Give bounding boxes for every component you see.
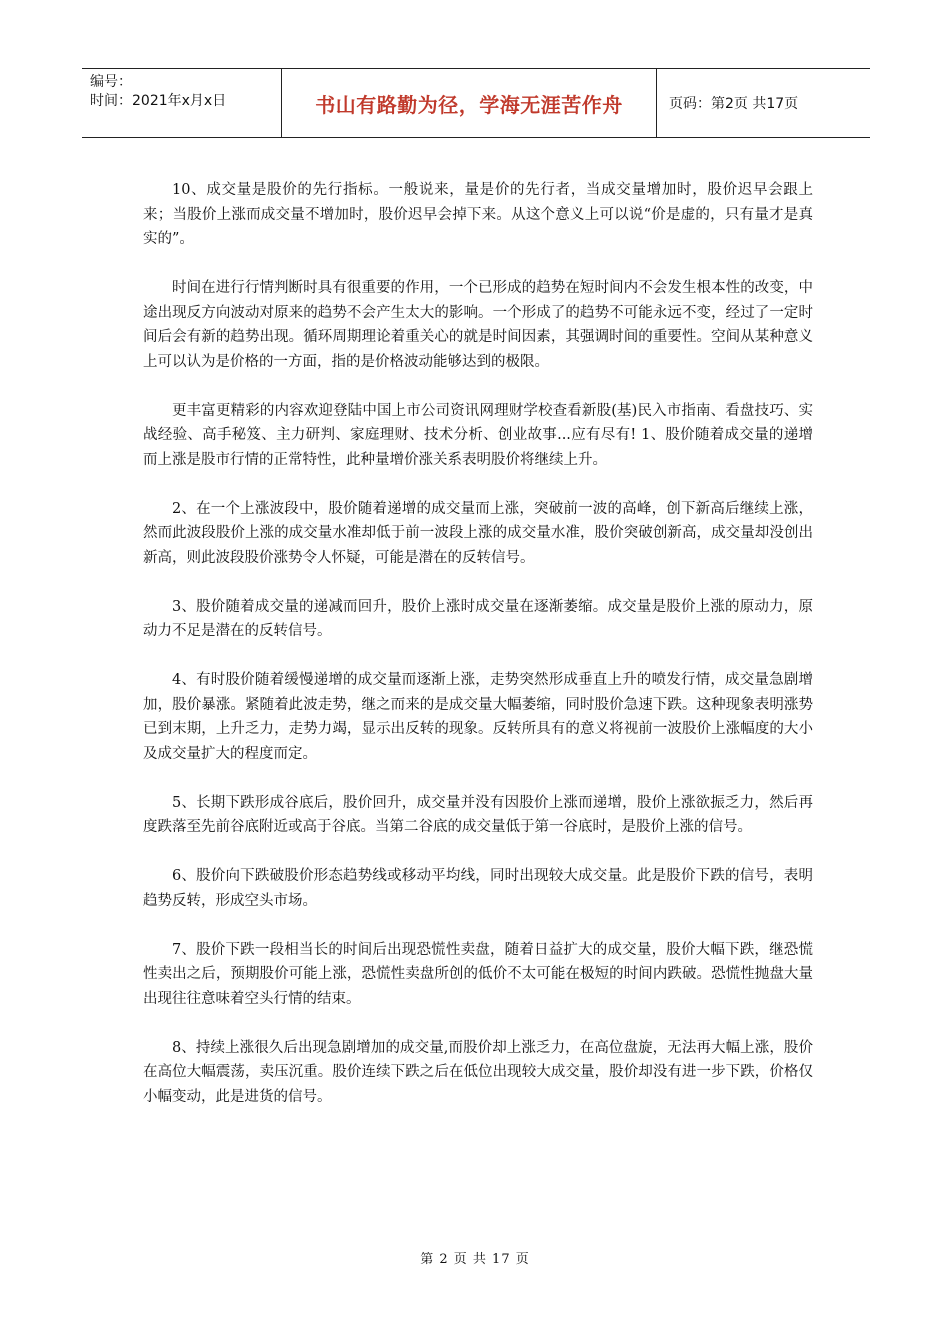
- header-meta: [82, 69, 282, 137]
- paragraph: 3、股价随着成交量的递减而回升，股价上涨时成交量在逐渐萎缩。成交量是股价上涨的原动力，原动力不足是潜在的反转信号。: [143, 598, 813, 639]
- paragraph: 8、持续上涨很久后出现急剧增加的成交量,而股价却上涨乏力，在高位盘旋，无法再大幅上涨，股价在高位大幅震荡，卖压沉重。股价连续下跌之后在低位出现较大成交量，股价却没有进一步下跌，价格仅小幅变动，此是进货的信号。: [143, 1039, 813, 1105]
- header-motto: 书山有路勤为径，学海无涯苦作舟: [282, 69, 657, 137]
- time-label: 时间：2021年x月x日: [90, 93, 227, 109]
- document-body: [143, 178, 813, 1134]
- page-footer: 第 2 页 共 17 页: [420, 1252, 530, 1267]
- header-page-info: 页码：第2页 共17页: [669, 96, 799, 112]
- paragraph: 6、股价向下跌破股价形态趋势线或移动平均线，同时出现较大成交量。此是股价下跌的信号，表明趋势反转，形成空头市场。: [143, 868, 813, 909]
- paragraph: 时间在进行行情判断时具有很重要的作用，一个已形成的趋势在短时间内不会发生根本性的改变，中途出现反方向波动对原来的趋势不会产生太大的影响。一个形成了的趋势不可能永远不变，经过了一定时间后会有新的趋势出现。循环周期理论着重关心的就是时间因素，其强调时间的重要性。空间从某种意义上可以认为是价格的一方面，指的是价格波动能够达到的极限。: [143, 280, 813, 370]
- paragraph: 5、长期下跌形成谷底后，股价回升，成交量并没有因股价上涨而递增，股价上涨欲振乏力，然后再度跌落至先前谷底附近或高于谷底。当第二谷底的成交量低于第一谷底时，是股价上涨的信号。: [143, 794, 813, 835]
- paragraph: 更丰富更精彩的内容欢迎登陆中国上市公司资讯网理财学校查看新股(基)民入市指南、看盘技巧、实战经验、高手秘笈、主力研判、家庭理财、技术分析、创业故事...应有尽有! 1、股价随着成交量的递增而上涨是股市行情的正常特性，此种量增价涨关系表明股价将继续上升。: [143, 402, 813, 468]
- paragraph: 7、股价下跌一段相当长的时间后出现恐慌性卖盘，随着日益扩大的成交量，股价大幅下跌，继恐慌性卖出之后，预期股价可能上涨，恐慌性卖盘所创的低价不太可能在极短的时间内跌破。恐慌性抛盘大量出现往往意味着空头行情的结束。: [143, 941, 813, 1007]
- paragraph: 2、在一个上涨波段中，股价随着递增的成交量而上涨，突破前一波的高峰，创下新高后继续上涨，然而此波段股价上涨的成交量水准却低于前一波段上涨的成交量水准，股价突破创新高，成交量却没创出新高，则此波段股价涨势令人怀疑，可能是潜在的反转信号。: [143, 500, 813, 566]
- paragraph: 10、成交量是股价的先行指标。一般说来，量是价的先行者，当成交量增加时，股价迟早会跟上来；当股价上涨而成交量不增加时，股价迟早会掉下来。从这个意义上可以说“价是虚的，只有量才是真实的”。: [143, 182, 813, 247]
- page-header: [82, 68, 870, 138]
- serial-label: 编号：: [90, 74, 132, 90]
- paragraph: 4、有时股价随着缓慢递增的成交量而逐渐上涨，走势突然形成垂直上升的喷发行情，成交量急剧增加，股价暴涨。紧随着此波走势，继之而来的是成交量大幅萎缩，同时股价急速下跌。这种现象表明涨势已到末期，上升乏力，走势力竭，显示出反转的现象。反转所具有的意义将视前一波股价上涨幅度的大小及成交量扩大的程度而定。: [143, 672, 813, 762]
